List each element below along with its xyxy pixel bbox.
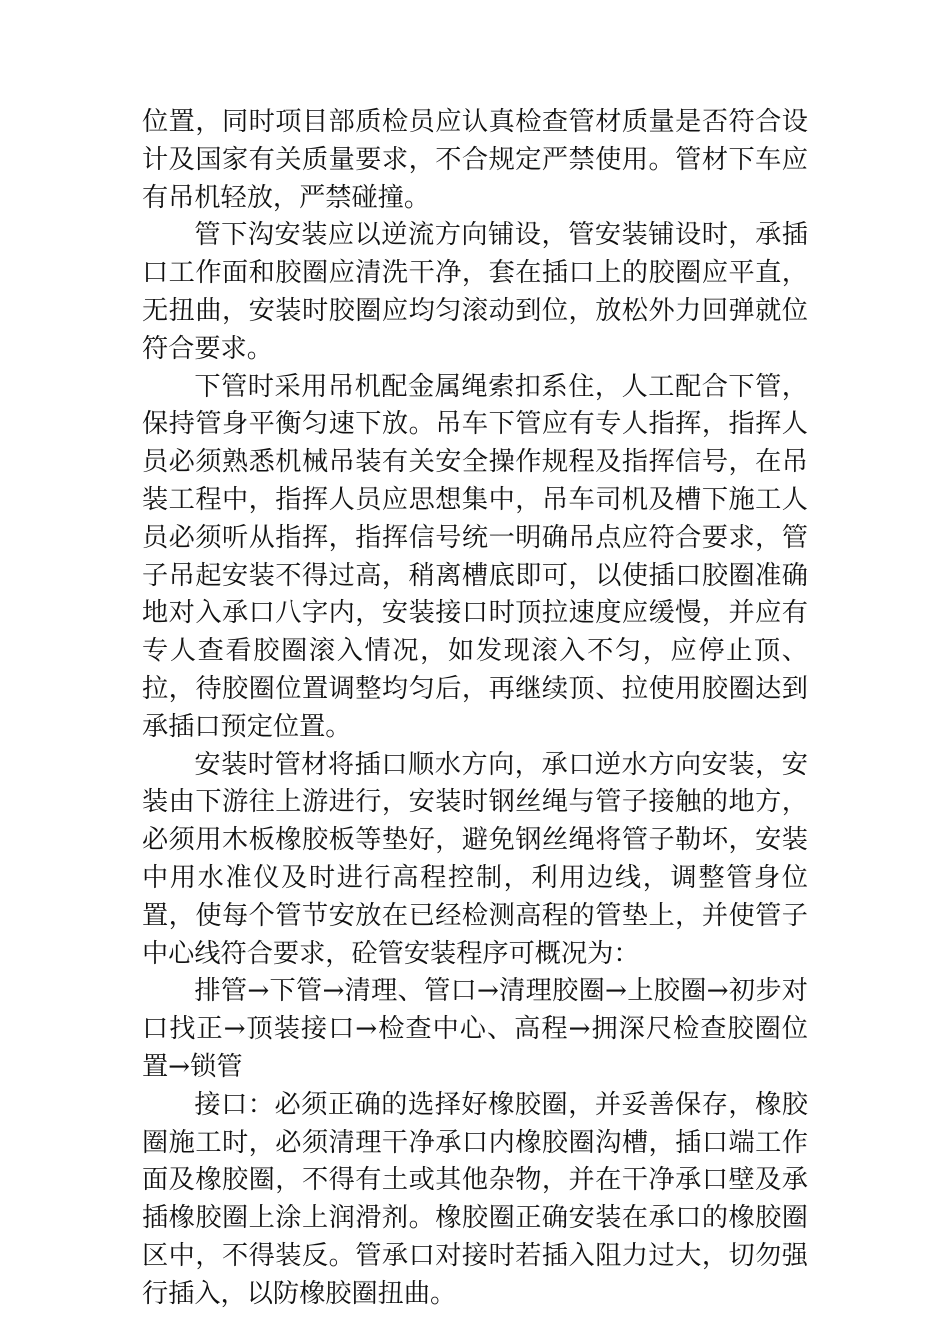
paragraph-installation: 安装时管材将插口顺水方向，承口逆水方向安装，安装由下游往上游进行，安装时钢丝绳与管子接触的地方，必须用木板橡胶板等垫好，避免钢丝绳将管子勒坏，安装中用水准仪及时进行高程控制，利用边线，调整管身位置，使每个管节安放在已经检测高程的管垫上，并使管子中心线符合要求，砼管安装程序可概况为：: [142, 749, 808, 969]
paragraph-continuation: 位置，同时项目部质检员应认真检查管材质量是否符合设计及国家有关质量要求，不合规定严禁使用。管材下车应有吊机轻放，严禁碰撞。: [142, 107, 808, 213]
document-page: [142, 104, 808, 1314]
paragraph-lowering-pipe: 下管时采用吊机配金属绳索扣系住，人工配合下管，保持管身平衡匀速下放。吊车下管应有专人指挥，指挥人员必须熟悉机械吊装有关安全操作规程及指挥信号，在吊装工程中，指挥人员应思想集中，吊车司机及槽下施工人员必须听从指挥，指挥信号统一明确吊点应符合要求，管子吊起安装不得过高，稍离槽底即可，以使插口胶圈准确地对入承口八字内，安装接口时顶拉速度应缓慢，并应有专人查看胶圈滚入情况，如发现滚入不匀，应停止顶、拉，待胶圈位置调整均匀后，再继续顶、拉使用胶圈达到承插口预定位置。: [142, 371, 808, 742]
paragraph-procedure-steps: 排管→下管→清理、管口→清理胶圈→上胶圈→初步对口找正→顶装接口→检查中心、高程→拥深尺检查胶圈位置→锁管: [142, 976, 808, 1082]
paragraph-pipe-laying: 管下沟安装应以逆流方向铺设，管安装铺设时，承插口工作面和胶圈应清洗干净，套在插口上的胶圈应平直，无扭曲，安装时胶圈应均匀滚动到位，放松外力回弹就位符合要求。: [142, 220, 808, 364]
paragraph-joint: 接口：必须正确的选择好橡胶圈，并妥善保存，橡胶圈施工时，必须清理干净承口内橡胶圈沟槽，插口端工作面及橡胶圈，不得有土或其他杂物，并在干净承口壁及承插橡胶圈上涂上润滑剂。橡胶圈正确安装在承口的橡胶圈区中，不得装反。管承口对接时若插入阻力过大，切勿强行插入，以防橡胶圈扭曲。: [142, 1089, 808, 1309]
